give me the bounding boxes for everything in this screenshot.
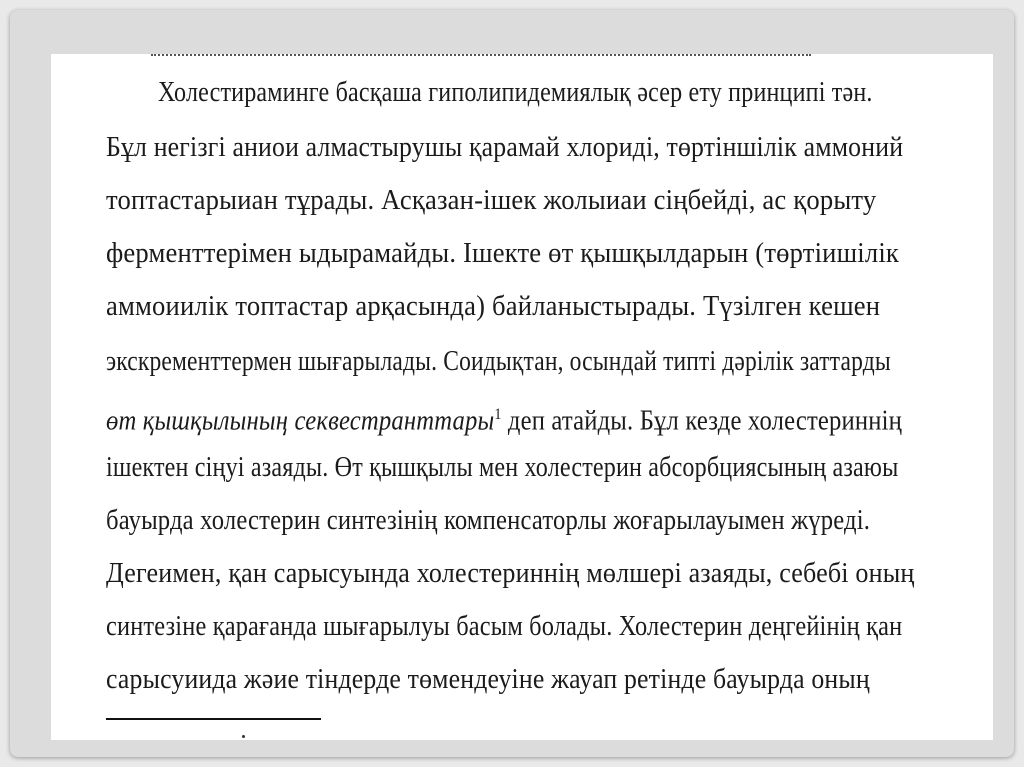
cut-off-previous-line bbox=[151, 54, 811, 60]
term-bile-acid-sequestrants: өт қышқылының секвестранттары bbox=[106, 405, 495, 437]
slide-frame bbox=[10, 10, 1014, 757]
text-line-6: экскременттермен шығарылады. Соидықтан, осындай типті дәрілік заттарды bbox=[106, 346, 891, 377]
text-line-3: топтастарыиан тұрады. Асқазан-ішек жолыиаи сіңбейді, ас қорыту bbox=[106, 185, 877, 216]
text-line-1: Холестираминге басқаша гиполипидемиялық әсер ету принципі тән. bbox=[158, 77, 873, 108]
text-line-8: ішектен сіңуі азаяды. Өт қышқылы мен холестерин абсорбциясының азаюы bbox=[106, 452, 899, 483]
text-line-7 bbox=[106, 397, 902, 439]
text-line-9: бауырда холестерин синтезінің компенсаторлы жоғарылауымен жүреді. bbox=[106, 505, 871, 536]
text-line-7-rest: деп атайды. Бұл кезде холестериннің bbox=[501, 405, 902, 437]
footnote-mark: 1 bbox=[494, 406, 502, 423]
text-line-5: аммоиилік топтастар арқасында) байланыстырады. Түзілген кешен bbox=[106, 291, 881, 322]
scan-speck bbox=[242, 735, 245, 738]
scanned-page bbox=[51, 54, 993, 740]
text-line-10: Дегеимен, қан сарысуында холестериннің мөлшері азаяды, себебі оның bbox=[106, 558, 915, 589]
text-line-12: сарысуиида жәие тіндерде төмендеуіне жауап ретінде бауырда оның bbox=[106, 664, 870, 695]
footnote-separator bbox=[106, 718, 321, 720]
text-line-4: ферменттерімен ыдырамайды. Ішекте өт қышқылдарын (төртіишілік bbox=[106, 238, 900, 269]
text-line-2: Бұл негізгі аниои алмастырушы қарамай хлориді, төртіншілік аммоний bbox=[106, 132, 904, 163]
text-line-11: синтезіне қарағанда шығарылуы басым болады. Холестерин деңгейінің қан bbox=[106, 611, 903, 642]
